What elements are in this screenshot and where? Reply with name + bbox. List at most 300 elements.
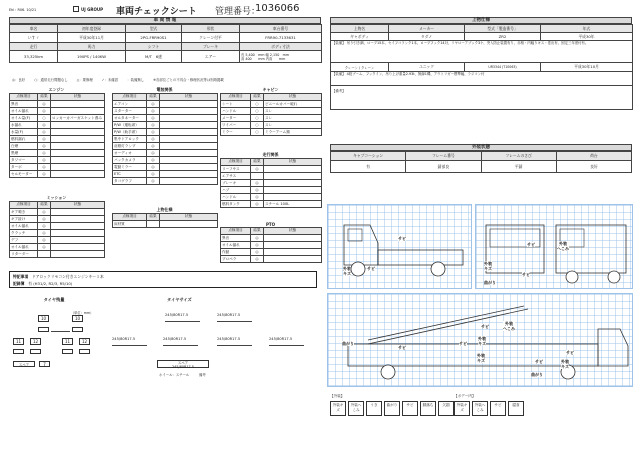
mission-result: ◎: [38, 208, 51, 215]
damage-label: 外装 へこみ: [503, 321, 515, 331]
travel-item: ハンドル: [221, 193, 251, 200]
ext-legend: [330, 401, 454, 416]
value-name: いすゞ: [10, 33, 58, 43]
engine-item: 黒煙: [10, 149, 38, 156]
electric-result: ◎: [147, 114, 160, 121]
engine-state: [51, 142, 105, 149]
electric-item: タコグラフ: [113, 177, 147, 184]
table-row: [113, 128, 218, 135]
value-shift: M/T 6速: [126, 51, 182, 63]
electric-state: [160, 128, 218, 135]
travel-result: [251, 172, 264, 179]
damage-label: 外装 へこみ: [557, 241, 569, 251]
electric-item: 電動ミラー: [113, 163, 147, 170]
mission-state: [51, 250, 105, 257]
table-row: [221, 100, 322, 107]
electric-result: ◎: [147, 135, 160, 142]
travel-item: ハブ: [221, 186, 251, 193]
damage-label: サビ: [527, 242, 535, 247]
tire-size-title: タイヤサイズ: [167, 297, 192, 302]
electric-item: ETC: [113, 170, 147, 177]
legend-item: 曲がり: [384, 401, 400, 416]
engine-item: 水量(F): [10, 128, 38, 135]
vehicle-info-table: [9, 24, 322, 63]
table-row: [10, 156, 105, 163]
mission-state: [51, 222, 105, 229]
table-row: [113, 135, 218, 142]
upper-spec-title: 上物仕様: [330, 17, 632, 24]
engine-item: 異音: [10, 100, 38, 107]
damage-label: サビ: [459, 341, 467, 346]
tire-depth-fr: 10: [72, 315, 83, 322]
header-mileage: 走行: [10, 43, 58, 51]
electric-state: [160, 114, 218, 121]
travel-result: ◎: [251, 179, 264, 186]
table-row: [113, 170, 218, 177]
cabin-result: ○: [251, 128, 264, 135]
travel-result: ◎: [251, 200, 264, 207]
mission-item: オイル漏れ: [10, 243, 38, 250]
cabin-result: ○: [251, 114, 264, 121]
pto-state: [264, 241, 322, 248]
tire-size-rl-inner: 245/80R17.5: [163, 337, 187, 341]
mission-state: [51, 208, 105, 215]
special-value: ドアロックリモコン付きエンジンキー１本: [31, 274, 104, 279]
cab-side-grid: [327, 204, 472, 289]
legend-item: 外装へこみ: [472, 401, 488, 416]
damage-label: 外装 キズ: [477, 353, 485, 363]
table-row: [10, 142, 105, 149]
mission-title: ミッション: [46, 195, 67, 200]
cabin-result: ○: [251, 100, 264, 107]
value-model: 2PG-FRR90S1: [126, 33, 182, 43]
cabin-result: ○: [251, 121, 264, 128]
tire-size-fl: 245/80R17.5: [165, 313, 189, 317]
engine-result: ◎: [38, 100, 51, 107]
damage-label: 曲がり: [531, 372, 543, 377]
upper-year: 平成30年: [541, 33, 633, 41]
record-value: 有 (H31/2, R2/3, R5/10): [28, 281, 73, 286]
cab-side-view: [328, 205, 473, 290]
upper-note: 【備考】: [331, 86, 633, 110]
tire-depth-title: タイヤ残量: [43, 297, 65, 302]
engine-item: 白煙: [10, 142, 38, 149]
electric-result: ◎: [147, 107, 160, 114]
damage-label: 外装 キズ: [478, 336, 486, 346]
cabin-result: ○: [251, 107, 264, 114]
table-row: [113, 220, 218, 227]
damage-label: 外装 キズ: [561, 359, 569, 369]
mission-state: [51, 236, 105, 243]
engine-result: ◎: [38, 149, 51, 156]
pto-result: ◎: [251, 234, 264, 241]
engine-item: オイル量(F): [10, 114, 38, 121]
mission-section: ミッション 点検項目 結果 状態 ギア鳴き ◎ ギア抜け ◎ オイル漏れ ◎ クラッチ ◎ デフ ◎ オイル漏れ ◎ リターダー: [9, 195, 104, 258]
engine-item: セルモーター: [10, 170, 38, 177]
cabin-state: ミラーアーム錆: [264, 128, 322, 135]
electric-result: ◎: [147, 177, 160, 184]
tire-size-rl-outer: 245/80R17.5: [112, 337, 136, 341]
header-shift: シフト: [126, 43, 182, 51]
legend-item: 腐食: [508, 401, 524, 416]
table-row: [221, 255, 322, 262]
mission-state: [51, 215, 105, 222]
body-legend-label: 【ボデー内】: [454, 394, 476, 398]
damage-label: サビ: [522, 272, 530, 277]
value-body-dims: 長 5,400 mm 幅 2,150 mm 高 400 mm 内高 mm: [240, 51, 322, 63]
pto-item: プロペラ: [221, 255, 251, 262]
travel-result: ◎: [251, 193, 264, 200]
engine-state: [51, 135, 105, 142]
damage-label: サビ: [566, 350, 574, 355]
mission-result: ◎: [38, 222, 51, 229]
table-row: [10, 243, 105, 250]
table-row: [10, 114, 105, 121]
cabin-state: ビニールカバー破れ: [264, 100, 322, 107]
engine-title: エンジン: [48, 87, 65, 92]
legend-item: うき: [366, 401, 382, 416]
electric-state: [160, 100, 218, 107]
cabin-state: スレ: [264, 121, 322, 128]
travel-item: エアサス: [221, 172, 251, 179]
damage-label: サビ: [481, 324, 489, 329]
electric-item: オーディオ: [113, 149, 147, 156]
cabin-item: ワイパー: [221, 121, 251, 128]
header-brake: ブレーキ: [182, 43, 240, 51]
table-row: [10, 170, 105, 177]
damage-label: 曲がり: [484, 280, 496, 285]
tire-depth-rr-outer: 12: [79, 338, 90, 345]
table-row: [10, 215, 105, 222]
table-row: [221, 234, 322, 241]
travel-state: [264, 186, 322, 193]
version-label: Ehl : R06. 10/21: [9, 8, 37, 12]
cabin-section: キャビン 点検項目 結果 状態 シート ○ ビニールカバー破れ ハンドル ○ スレ メーター ○ スレ ワイパー ○ スレ ミラー ○ ミラーアーム錆: [220, 87, 321, 136]
electric-result: ◎: [147, 142, 160, 149]
table-row: [10, 107, 105, 114]
exterior-title: 外装状態: [330, 144, 632, 151]
vehicle-info: [9, 17, 321, 63]
table-row: [221, 114, 322, 121]
value-brake: エアー: [182, 51, 240, 63]
top-equip-section: 上物仕様 点検項目 結果 状態 床材質: [112, 207, 217, 228]
engine-item: 水漏れ: [10, 121, 38, 128]
table-row: [221, 193, 322, 200]
table-row: [113, 121, 218, 128]
pto-result: ◎: [251, 241, 264, 248]
engine-state: ロッカーカバーガスケット滲み: [51, 114, 105, 121]
page-title: 車両チェックシート: [116, 7, 197, 17]
value-shape: クレーン付平: [182, 33, 240, 43]
engine-result: ◎: [38, 128, 51, 135]
tire-depth-rl-outer: 11: [13, 338, 24, 345]
travel-result: ◎: [251, 165, 264, 172]
cabin-item: ハンドル: [221, 107, 251, 114]
pto-section: PTO 点検項目 結果 状態 異音 ◎ オイル漏れ ◎ 作動 ◎ プロペラ ◎: [220, 222, 321, 263]
legend-item: 欠損: [438, 401, 454, 416]
legend-item: 外装キズ: [330, 401, 346, 416]
tire-size-section: [107, 297, 317, 377]
mission-result: ◎: [38, 215, 51, 222]
mission-result: ◎: [38, 236, 51, 243]
cab-front-view: [476, 205, 634, 290]
special-notes: 特記事項 ドアロックリモコン付きエンジンキー１本 記録簿 有 (H31/2, R2/3, R5/10): [9, 271, 317, 288]
table-row: [10, 128, 105, 135]
cabin-item: メーター: [221, 114, 251, 121]
legend-item: 外装キズ: [454, 401, 470, 416]
engine-result: ○: [38, 114, 51, 121]
electric-result: ◎: [147, 156, 160, 163]
table-row: [221, 165, 322, 172]
tire-depth-unit: （単位：mm）: [71, 311, 94, 315]
table-row: [10, 100, 105, 107]
mgmt-label: 管理番号：: [215, 7, 261, 17]
table-row: [113, 163, 218, 170]
table-row: [10, 208, 105, 215]
electric-state: [160, 149, 218, 156]
legend-item: サビ: [490, 401, 506, 416]
engine-result: ◎: [38, 142, 51, 149]
logo-mark-icon: [73, 6, 79, 12]
ext-legend-label: 【外装】: [330, 394, 345, 398]
travel-title: 走行関係: [262, 152, 279, 157]
pto-item: 作動: [221, 248, 251, 255]
electric-state: [160, 163, 218, 170]
pto-state: [264, 234, 322, 241]
electric-item: P/W（助手席）: [113, 128, 147, 135]
value-mileage: 33,325km: [10, 51, 58, 63]
cabin-item: シート: [221, 100, 251, 107]
damage-label: 外装 キズ: [343, 266, 351, 276]
engine-state: [51, 121, 105, 128]
mgmt-number: 1036066: [255, 3, 300, 14]
table-row: [113, 100, 218, 107]
damage-label: サビ: [398, 236, 406, 241]
engine-state: [51, 149, 105, 156]
upper-equip: 【装備】 吊り引き網、ロープ15本、セイフコランク1本、ロープフック14対、リヤローアブック3ケ、突入防止装置有り、赤格・内幅りキス・巻出有、固定三年度付有。: [331, 41, 633, 63]
electric-title: 電装関係: [156, 87, 173, 92]
travel-state: [264, 172, 322, 179]
electric-item: スターター: [113, 107, 147, 114]
table-row: [221, 241, 322, 248]
engine-item: タワマー: [10, 156, 38, 163]
engine-result: ◎: [38, 163, 51, 170]
engine-item: ターボ: [10, 163, 38, 170]
table-row: [221, 121, 322, 128]
table-row: [221, 186, 322, 193]
tire-depth-rl-inner: 12: [30, 338, 41, 345]
engine-state: [51, 170, 105, 177]
mission-result: ◎: [38, 243, 51, 250]
vehicle-info-title: 車 両 情 報: [9, 17, 321, 24]
travel-item: リーフサス: [221, 165, 251, 172]
electric-result: ◎: [147, 121, 160, 128]
table-row: [221, 107, 322, 114]
electric-result: ◎: [147, 170, 160, 177]
electric-item: バックカメラ: [113, 156, 147, 163]
mission-item: クラッチ: [10, 229, 38, 236]
engine-result: ◎: [38, 107, 51, 114]
logo: UJ GROUP: [73, 6, 103, 12]
table-row: [221, 172, 322, 179]
wheel-label: ホイール：スチール: [159, 373, 190, 377]
tire-size-rr-inner: 245/80R17.5: [217, 337, 241, 341]
electric-item: オルタネーター: [113, 114, 147, 121]
pto-state: [264, 248, 322, 255]
upper-model: ZR2: [465, 33, 541, 41]
electric-item: 集中ドアロック: [113, 135, 147, 142]
value-chassis: FRR90-7133631: [240, 33, 322, 43]
table-row: [221, 248, 322, 255]
electric-result: ◎: [147, 149, 160, 156]
table-row: [10, 121, 105, 128]
damage-label: 外装 キズ: [484, 261, 492, 271]
travel-item: 燃料タンク: [221, 200, 251, 207]
engine-state: [51, 107, 105, 114]
travel-state: [264, 193, 322, 200]
tire-size-fr: 245/80R17.5: [217, 313, 241, 317]
engine-item: オイル漏れ: [10, 107, 38, 114]
electric-state: [160, 156, 218, 163]
electric-state: [160, 135, 218, 142]
engine-result: ◎: [38, 156, 51, 163]
engine-state: [51, 163, 105, 170]
electric-result: ◎: [147, 128, 160, 135]
legend-item: サビ: [402, 401, 418, 416]
tire-depth-spare-label: スペア: [13, 361, 35, 367]
header-power: 馬力: [58, 43, 126, 51]
upper-spec: 上物仕様 上物名 メーカー 型式「製造番号」 年式 ギャボディ タダノ ZR2 平成30年 【装備】 吊り引き網、ロープ15本、セイフコランク1本、ロープフック14対、リヤローアブック3ケ、突入防止装置有り、赤格・内幅りキス・巻出有、固定三年度付有。 クレーン / クレーン ユニック UR3344 (T10063) 平成30年10月 【装備】 4段ブーム、フックイン、吊り上げ重量2.93t、無線1機、アウトリガー標準幅、ラジコン付 【備考】: [330, 17, 632, 110]
table-row: [113, 142, 218, 149]
table-row: [10, 229, 105, 236]
table-row: [113, 149, 218, 156]
table-row: [113, 156, 218, 163]
value-first-reg: 平成30年11月: [58, 33, 126, 43]
body-legend: [454, 401, 524, 416]
table-row: [10, 135, 105, 142]
cabin-state: スレ: [264, 107, 322, 114]
cabin-title: キャビン: [262, 87, 279, 92]
mission-item: リターダー: [10, 250, 38, 257]
table-row: [10, 163, 105, 170]
electric-item: P/W（運転席）: [113, 121, 147, 128]
table-row: [10, 149, 105, 156]
legend-item: 外装へこみ: [348, 401, 364, 416]
note-label: 備考: [199, 373, 206, 377]
tire-depth-rr-inner: 11: [62, 338, 73, 345]
table-row: [10, 236, 105, 243]
pto-result: ◎: [251, 255, 264, 262]
top-equip-item: 床材質: [113, 220, 147, 227]
electric-item: 前照灯ランプ: [113, 142, 147, 149]
electric-state: [160, 107, 218, 114]
travel-result: ◎: [251, 186, 264, 193]
electric-state: [160, 177, 218, 184]
table-row: [221, 200, 322, 207]
exterior-section: 外装状態 キャブコーション フレーム番号 フレームのさび 荷台 有 錆部良 平錆 良好: [330, 144, 632, 173]
header-model: 型式: [126, 25, 182, 33]
engine-result: ◎: [38, 135, 51, 142]
travel-section: 走行関係 点検項目 結果 状態 リーフサス ◎ エアサス ブレーキ ◎ ハブ ◎ ハンドル ◎ 燃料タンク ◎ スチール 100L: [220, 152, 321, 208]
engine-result: ◎: [38, 170, 51, 177]
cabin-item: ミラー: [221, 128, 251, 135]
pto-title: PTO: [265, 222, 276, 227]
crane-equip: 【装備】 4段ブーム、フックイン、吊り上げ重量2.93t、無線1機、アウトリガー標準幅、ラジコン付: [331, 72, 633, 86]
engine-state: [51, 156, 105, 163]
travel-state: [264, 179, 322, 186]
tire-depth-fl: 10: [38, 315, 49, 322]
travel-state: スチール 100L: [264, 200, 322, 207]
table-row: [113, 107, 218, 114]
mission-state: [51, 229, 105, 236]
damage-label: サビ: [535, 359, 543, 364]
engine-section: エンジン 点検項目 結果 状態 異音 ◎ オイル漏れ ◎ オイル量(F) ○ ロッカーカバーガスケット滲み 水漏れ ◎ 水量(F) ◎ 燃料漏れ ◎ 白煙 ◎ 黒煙 ◎ タワマー ◎ ターボ ◎ セルモーター ◎: [9, 87, 104, 178]
electric-item: エアコン: [113, 100, 147, 107]
table-row: [113, 177, 218, 184]
table-row: [113, 114, 218, 121]
upper-name: ギャボディ: [331, 33, 389, 41]
tire-size-rr-outer: 245/80R17.5: [269, 337, 293, 341]
electric-result: ◎: [147, 163, 160, 170]
upper-maker: タダノ: [389, 33, 465, 41]
top-equip-state: [160, 220, 218, 227]
electric-state: [160, 142, 218, 149]
table-row: [10, 250, 105, 257]
header-name: 車名: [10, 25, 58, 33]
value-power: 190PS / 140KW: [58, 51, 126, 63]
mission-result: ◎: [38, 229, 51, 236]
top-equip-title: 上物仕様: [156, 207, 173, 212]
table-row: [10, 222, 105, 229]
cab-front-grid: [475, 204, 633, 289]
damage-label: 曲がり: [342, 341, 354, 346]
engine-item: 燃料漏れ: [10, 135, 38, 142]
header-first-reg: 初年度登録: [58, 25, 126, 33]
mission-item: ギア抜け: [10, 215, 38, 222]
travel-state: [264, 165, 322, 172]
electric-state: [160, 121, 218, 128]
table-row: [221, 128, 322, 135]
mission-item: デフ: [10, 236, 38, 243]
header-chassis: 車台番号: [240, 25, 322, 33]
legend: ◎：良好 ○：通常走行問題なし △：要修理 ✓：未確認 ：装備無し ※各部位ごとの不具合・修理状況等は別紙掲載: [12, 78, 224, 82]
damage-label: サビ: [367, 266, 375, 271]
tire-depth-spare: 7: [39, 361, 50, 367]
header-body-dims: ボディ寸法: [240, 43, 322, 51]
pto-item: 異音: [221, 234, 251, 241]
tire-depth-section: [9, 297, 99, 372]
electric-state: [160, 170, 218, 177]
cabin-state: スレ: [264, 114, 322, 121]
mission-item: ギア鳴き: [10, 208, 38, 215]
engine-result: ◎: [38, 121, 51, 128]
tire-size-spare-box: スペア 245/80R17.5: [157, 360, 209, 368]
engine-state: [51, 128, 105, 135]
mission-result: [38, 250, 51, 257]
travel-item: ブレーキ: [221, 179, 251, 186]
legend-item: 錆落ち: [420, 401, 436, 416]
pto-result: ◎: [251, 248, 264, 255]
damage-label: サビ: [398, 345, 406, 350]
table-row: [221, 179, 322, 186]
pto-state: [264, 255, 322, 262]
header-shape: 形状: [182, 25, 240, 33]
engine-state: [51, 100, 105, 107]
tire-size-spare: 245/80R17.5: [172, 365, 194, 369]
electric-section: 電装関係 点検項目 結果 状態 エアコン ◎ スターター ◎ オルタネーター ◎ P/W（運転席） ◎ P/W（助手席） ◎ 集中ドアロック ◎ 前照灯ランプ ◎ オーディオ ◎ バックカメラ ◎ 電動ミラー ◎ ETC ◎ タコグラフ ◎: [112, 87, 217, 185]
pto-item: オイル漏れ: [221, 241, 251, 248]
mission-item: オイル漏れ: [10, 222, 38, 229]
